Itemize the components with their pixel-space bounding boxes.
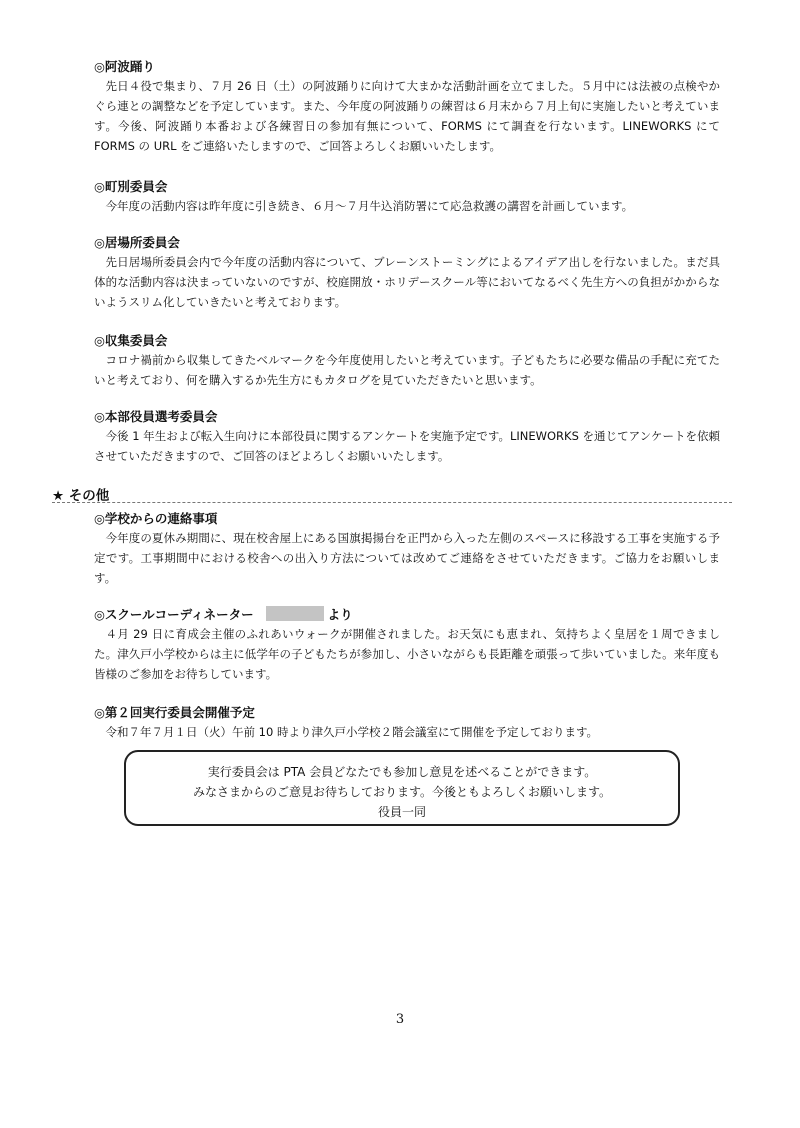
- section-text: 先日居場所委員会内で今年度の活動内容について、ブレーンストーミングによるアイデア出しを行ないました。まだ具体的な活動内容は決まっていないのですが、校庭開放・ホリデースクール等においてなるべく先生方への負担がかからないようスリム化していきたいと考えております。: [94, 255, 720, 309]
- notice-line-3: 役員一同: [377, 805, 426, 819]
- section-text: コロナ禍前から収集してきたベルマークを今年度使用したいと考えています。子どもたちに必要な備品の手配に充てたいと考えており、何を購入するか先生方にもカタログを見ていただきたいと思います。: [94, 353, 720, 387]
- redacted-name: [266, 606, 324, 621]
- section-heading: ◎本部役員選考委員会: [94, 409, 218, 424]
- meeting-section: [94, 704, 720, 742]
- section-heading: ◎居場所委員会: [94, 235, 180, 250]
- section-heading: ◎第２回実行委員会開催予定: [94, 705, 255, 720]
- section-text: 今後 1 年生および転入生向けに本部役員に関するアンケートを実施予定です。LINEWORKS を通じてアンケートを依頼させていただきますので、ご回答のほどよろしくお願いいたします。: [94, 429, 720, 463]
- section-text: 令和７年７月１日（火）午前 10 時より津久戸小学校２階会議室にて開催を予定しております。: [105, 725, 599, 739]
- town-committee-section: [94, 178, 720, 216]
- section-heading: ◎阿波踊り: [94, 59, 155, 74]
- section-text: 今年度の夏休み期間に、現在校舎屋上にある国旗掲揚台を正門から入った左側のスペースに移設する工事を実施する予定です。工事期間中における校舎への出入り方法については改めてご連絡をさせていただきます。ご協力をお願いします。: [94, 531, 720, 585]
- coordinator-heading-suffix: より: [327, 607, 353, 622]
- officer-selection-section: [94, 408, 720, 466]
- awa-odori-section: [94, 58, 720, 156]
- ibasho-committee-section: [94, 234, 720, 312]
- school-notice-section: [94, 510, 720, 588]
- coordinator-section: [94, 606, 720, 684]
- section-heading: ◎町別委員会: [94, 179, 168, 194]
- section-heading: [94, 606, 720, 624]
- notice-line-2: みなさまからのご意見お待ちしております。今後ともよろしくお願いします。: [192, 785, 612, 799]
- coordinator-heading-prefix: ◎スクールコーディネーター: [94, 607, 254, 622]
- section-heading: ◎収集委員会: [94, 333, 168, 348]
- section-text: 今年度の活動内容は昨年度に引き続き、６月～７月牛込消防署にて応急救護の講習を計画しています。: [105, 199, 634, 213]
- section-heading: ◎学校からの連絡事項: [94, 511, 218, 526]
- section-divider: [52, 502, 732, 503]
- other-section-title: ★ その他: [52, 488, 110, 504]
- section-text: ４月 29 日に育成会主催のふれあいウォークが開催されました。お天気にも恵まれ、気持ちよく皇居を１周できました。津久戸小学校からは主に低学年の子どもたちが参加し、小さいながらも長距離を頑張って歩いていました。来年度も皆様のご参加をお待ちしています。: [94, 627, 720, 681]
- section-text: 先日４役で集まり、７月 26 日（土）の阿波踊りに向けて大まかな活動計画を立てました。５月中には法被の点検やかぐら連との調整などを予定しています。また、今年度の阿波踊りの練習は６月末から７月上旬に実施したいと考えています。今後、阿波踊り本番および各練習日の参加有無について、FORMS にて調査を行ないます。LINEWORKS にて FORMS の URL をご連絡いたしますので、ご回答よろしくお願いいたします。: [94, 79, 720, 153]
- notice-box: [124, 750, 680, 826]
- page-number: 3: [395, 1012, 405, 1027]
- notice-line-1: 実行委員会は PTA 会員どなたでも参加し意見を述べることができます。: [207, 765, 597, 779]
- collection-committee-section: [94, 332, 720, 390]
